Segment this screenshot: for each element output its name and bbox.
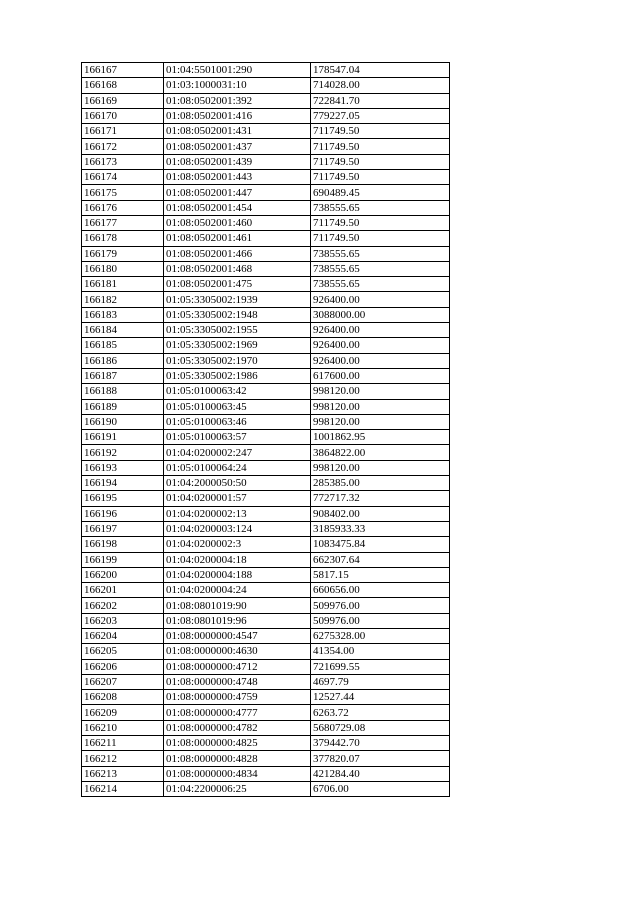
table-row [82,200,450,215]
row-id-cell: 166192 [82,445,164,460]
cadastral-number-cell: 01:04:0200004:24 [164,583,311,598]
cadastral-number-cell: 01:05:3305002:1986 [164,368,311,383]
cadastral-number-cell: 01:08:0000000:4712 [164,659,311,674]
cadastral-number-cell: 01:03:1000031:10 [164,78,311,93]
amount-cell: 711749.50 [311,231,450,246]
cadastral-number-cell: 01:04:0200002:3 [164,537,311,552]
cadastral-number-cell: 01:08:0801019:96 [164,613,311,628]
cadastral-number-cell: 01:04:5501001:290 [164,63,311,78]
row-id-cell: 166174 [82,170,164,185]
row-id-cell: 166202 [82,598,164,613]
cadastral-number-cell: 01:08:0000000:4834 [164,766,311,781]
row-id-cell: 166178 [82,231,164,246]
row-id-cell: 166205 [82,644,164,659]
table-row [82,246,450,261]
amount-cell: 660656.00 [311,583,450,598]
row-id-cell: 166207 [82,674,164,689]
table-row [82,170,450,185]
amount-cell: 711749.50 [311,154,450,169]
cadastral-number-cell: 01:05:3305002:1948 [164,307,311,322]
table-row [82,674,450,689]
amount-cell: 926400.00 [311,292,450,307]
amount-cell: 5817.15 [311,567,450,582]
table-row [82,613,450,628]
table-row [82,430,450,445]
amount-cell: 421284.40 [311,766,450,781]
amount-cell: 377820.07 [311,751,450,766]
cadastral-number-cell: 01:05:0100063:42 [164,384,311,399]
amount-cell: 998120.00 [311,399,450,414]
table-row [82,292,450,307]
amount-cell: 738555.65 [311,246,450,261]
row-id-cell: 166168 [82,78,164,93]
cadastral-number-cell: 01:08:0000000:4547 [164,628,311,643]
row-id-cell: 166198 [82,537,164,552]
row-id-cell: 166209 [82,705,164,720]
table-row [82,705,450,720]
amount-cell: 509976.00 [311,613,450,628]
amount-cell: 711749.50 [311,139,450,154]
row-id-cell: 166187 [82,368,164,383]
amount-cell: 998120.00 [311,384,450,399]
cadastral-number-cell: 01:04:0200002:247 [164,445,311,460]
table-row [82,78,450,93]
amount-cell: 722841.70 [311,93,450,108]
table-row [82,567,450,582]
table-row [82,690,450,705]
table-row [82,261,450,276]
row-id-cell: 166172 [82,139,164,154]
cadastral-number-cell: 01:08:0000000:4748 [164,674,311,689]
table-row [82,552,450,567]
table-row [82,720,450,735]
table-row [82,628,450,643]
row-id-cell: 166188 [82,384,164,399]
amount-cell: 1001862.95 [311,430,450,445]
cadastral-number-cell: 01:08:0502001:461 [164,231,311,246]
table-row [82,215,450,230]
table-row [82,185,450,200]
row-id-cell: 166173 [82,154,164,169]
row-id-cell: 166170 [82,108,164,123]
row-id-cell: 166180 [82,261,164,276]
amount-cell: 3088000.00 [311,307,450,322]
cadastral-number-cell: 01:04:0200002:13 [164,506,311,521]
amount-cell: 379442.70 [311,736,450,751]
table-row [82,414,450,429]
row-id-cell: 166183 [82,307,164,322]
cadastral-number-cell: 01:05:0100064:24 [164,460,311,475]
amount-cell: 4697.79 [311,674,450,689]
amount-cell: 772717.32 [311,491,450,506]
cadastral-number-cell: 01:08:0801019:90 [164,598,311,613]
table-row [82,368,450,383]
cadastral-number-cell: 01:08:0000000:4825 [164,736,311,751]
amount-cell: 6263.72 [311,705,450,720]
amount-cell: 3864822.00 [311,445,450,460]
cadastral-number-cell: 01:05:3305002:1939 [164,292,311,307]
row-id-cell: 166186 [82,353,164,368]
table-row [82,781,450,796]
table-row [82,583,450,598]
row-id-cell: 166171 [82,124,164,139]
amount-cell: 690489.45 [311,185,450,200]
cadastral-number-cell: 01:08:0000000:4777 [164,705,311,720]
cadastral-number-cell: 01:08:0502001:468 [164,261,311,276]
amount-cell: 12527.44 [311,690,450,705]
table-row [82,521,450,536]
row-id-cell: 166175 [82,185,164,200]
amount-cell: 178547.04 [311,63,450,78]
data-table [81,62,450,797]
table-row [82,598,450,613]
amount-cell: 908402.00 [311,506,450,521]
amount-cell: 721699.55 [311,659,450,674]
row-id-cell: 166196 [82,506,164,521]
row-id-cell: 166193 [82,460,164,475]
table-row [82,108,450,123]
table-row [82,384,450,399]
table-row [82,460,450,475]
table-row [82,506,450,521]
amount-cell: 41354.00 [311,644,450,659]
table-row [82,323,450,338]
cadastral-number-cell: 01:08:0502001:439 [164,154,311,169]
table-row [82,491,450,506]
amount-cell: 779227.05 [311,108,450,123]
table-row [82,338,450,353]
cadastral-number-cell: 01:08:0502001:443 [164,170,311,185]
amount-cell: 509976.00 [311,598,450,613]
row-id-cell: 166194 [82,476,164,491]
row-id-cell: 166212 [82,751,164,766]
amount-cell: 714028.00 [311,78,450,93]
row-id-cell: 166214 [82,781,164,796]
cadastral-number-cell: 01:04:0200001:57 [164,491,311,506]
cadastral-number-cell: 01:08:0502001:454 [164,200,311,215]
cadastral-number-cell: 01:08:0502001:431 [164,124,311,139]
row-id-cell: 166181 [82,277,164,292]
amount-cell: 3185933.33 [311,521,450,536]
amount-cell: 738555.65 [311,200,450,215]
table-row [82,659,450,674]
cadastral-number-cell: 01:04:2000050:50 [164,476,311,491]
table-row [82,445,450,460]
amount-cell: 711749.50 [311,124,450,139]
cadastral-number-cell: 01:05:3305002:1970 [164,353,311,368]
table-row [82,307,450,322]
row-id-cell: 166201 [82,583,164,598]
amount-cell: 5680729.08 [311,720,450,735]
row-id-cell: 166210 [82,720,164,735]
amount-cell: 998120.00 [311,414,450,429]
amount-cell: 617600.00 [311,368,450,383]
cadastral-number-cell: 01:05:3305002:1955 [164,323,311,338]
amount-cell: 926400.00 [311,338,450,353]
row-id-cell: 166176 [82,200,164,215]
cadastral-number-cell: 01:08:0000000:4782 [164,720,311,735]
row-id-cell: 166184 [82,323,164,338]
table-row [82,736,450,751]
amount-cell: 1083475.84 [311,537,450,552]
table-row [82,751,450,766]
amount-cell: 738555.65 [311,261,450,276]
row-id-cell: 166169 [82,93,164,108]
table-row [82,644,450,659]
cadastral-number-cell: 01:04:0200004:18 [164,552,311,567]
row-id-cell: 166200 [82,567,164,582]
table-row [82,399,450,414]
row-id-cell: 166204 [82,628,164,643]
row-id-cell: 166190 [82,414,164,429]
row-id-cell: 166177 [82,215,164,230]
row-id-cell: 166211 [82,736,164,751]
amount-cell: 711749.50 [311,170,450,185]
table-row [82,154,450,169]
row-id-cell: 166182 [82,292,164,307]
row-id-cell: 166197 [82,521,164,536]
amount-cell: 926400.00 [311,323,450,338]
table-row [82,139,450,154]
cadastral-number-cell: 01:04:0200004:188 [164,567,311,582]
document-sheet [81,62,450,797]
row-id-cell: 166199 [82,552,164,567]
amount-cell: 738555.65 [311,277,450,292]
table-row [82,476,450,491]
cadastral-number-cell: 01:08:0502001:475 [164,277,311,292]
amount-cell: 998120.00 [311,460,450,475]
table-row [82,766,450,781]
cadastral-number-cell: 01:08:0502001:460 [164,215,311,230]
row-id-cell: 166185 [82,338,164,353]
cadastral-number-cell: 01:08:0000000:4759 [164,690,311,705]
amount-cell: 662307.64 [311,552,450,567]
cadastral-number-cell: 01:08:0502001:447 [164,185,311,200]
amount-cell: 6275328.00 [311,628,450,643]
cadastral-number-cell: 01:05:3305002:1969 [164,338,311,353]
row-id-cell: 166191 [82,430,164,445]
cadastral-number-cell: 01:04:0200003:124 [164,521,311,536]
cadastral-number-cell: 01:05:0100063:57 [164,430,311,445]
cadastral-number-cell: 01:08:0502001:466 [164,246,311,261]
cadastral-number-cell: 01:08:0502001:392 [164,93,311,108]
table-row [82,537,450,552]
table-row [82,93,450,108]
cadastral-number-cell: 01:05:0100063:45 [164,399,311,414]
cadastral-number-cell: 01:04:2200006:25 [164,781,311,796]
row-id-cell: 166195 [82,491,164,506]
row-id-cell: 166213 [82,766,164,781]
table-row [82,353,450,368]
row-id-cell: 166203 [82,613,164,628]
amount-cell: 926400.00 [311,353,450,368]
row-id-cell: 166189 [82,399,164,414]
table-row [82,277,450,292]
table-body [82,63,450,797]
cadastral-number-cell: 01:05:0100063:46 [164,414,311,429]
row-id-cell: 166206 [82,659,164,674]
amount-cell: 285385.00 [311,476,450,491]
cadastral-number-cell: 01:08:0502001:416 [164,108,311,123]
amount-cell: 6706.00 [311,781,450,796]
cadastral-number-cell: 01:08:0000000:4630 [164,644,311,659]
table-row [82,63,450,78]
row-id-cell: 166167 [82,63,164,78]
cadastral-number-cell: 01:08:0502001:437 [164,139,311,154]
cadastral-number-cell: 01:08:0000000:4828 [164,751,311,766]
row-id-cell: 166179 [82,246,164,261]
table-row [82,231,450,246]
table-row [82,124,450,139]
row-id-cell: 166208 [82,690,164,705]
amount-cell: 711749.50 [311,215,450,230]
